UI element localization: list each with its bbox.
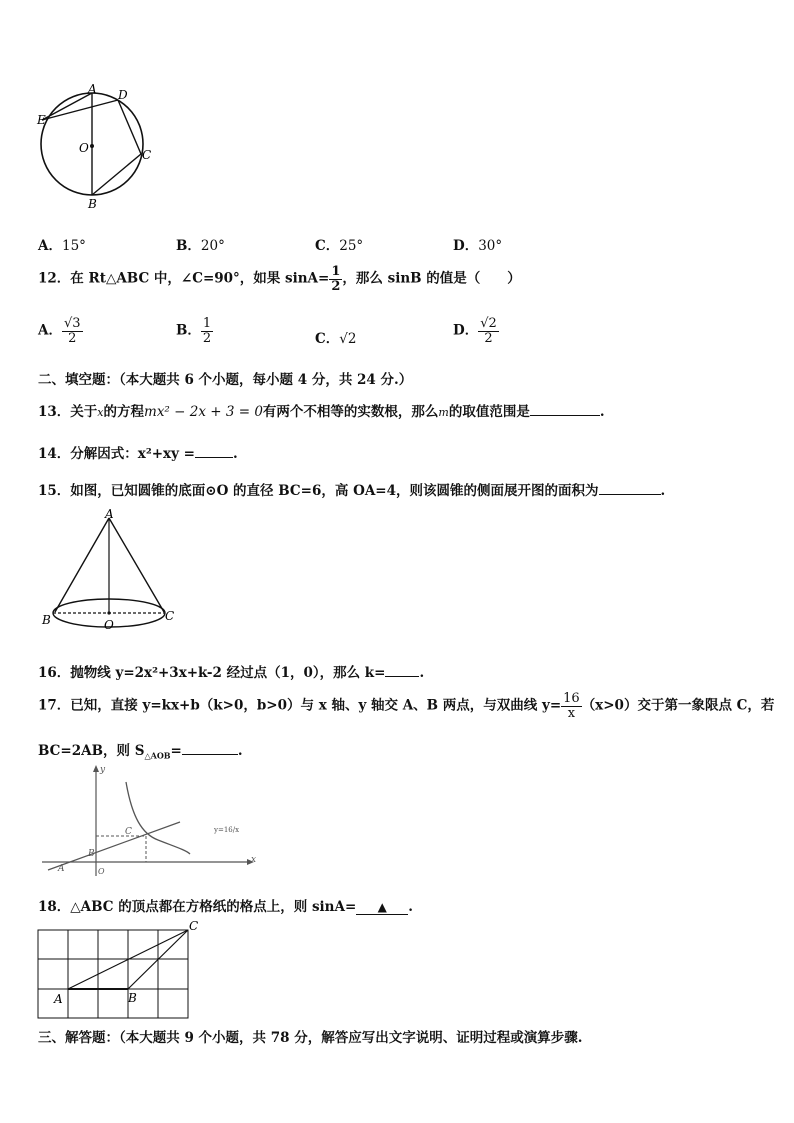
q12-option-a (38, 317, 83, 345)
frac-denominator: 2 (484, 330, 493, 346)
q12-stem-b: ，那么 sinB 的值是（ ） (342, 270, 521, 287)
label-x: x (251, 855, 257, 865)
q14-text: 14．分解因式：x²+xy = (38, 446, 195, 462)
answer-blank[interactable] (385, 664, 419, 677)
q17-fraction (561, 692, 582, 720)
q13-text-b: 的方程 (103, 404, 145, 420)
label-a: A (105, 507, 114, 521)
option-value: 30° (478, 238, 503, 254)
answer-blank[interactable] (182, 742, 238, 755)
q15-text: 15．如图，已知圆锥的底面⊙O 的直径 BC=6，高 OA=4，则该圆锥的侧面展开图的面积为 (38, 483, 599, 499)
q11-option-d (453, 234, 502, 254)
label-curve: y=16/x (214, 826, 240, 834)
q17-end: . (237, 743, 243, 759)
q17-line1 (38, 692, 774, 720)
circle-figure-q11 (28, 82, 158, 212)
q12-option-b (176, 317, 213, 345)
label-y: y (100, 765, 106, 775)
q11-option-c (315, 234, 363, 254)
triangle-mark: ▲ (377, 900, 387, 914)
label-d: D (118, 88, 128, 102)
hyperbola-curve (126, 782, 190, 854)
q13-var-m: m (438, 406, 449, 419)
segment-dc (118, 100, 141, 154)
q17-subscript: △AOB (144, 750, 171, 761)
y-axis-arrow (93, 765, 99, 772)
option-letter: D． (453, 322, 479, 339)
q16 (38, 661, 424, 681)
q13 (38, 400, 605, 420)
q11-option-a (38, 234, 86, 254)
option-value: 15° (61, 238, 86, 254)
option-letter: B． (176, 238, 201, 254)
option-letter: D． (453, 238, 479, 254)
q16-text: 16．抛物线 y=2x²+3x+k-2 经过点（1，0），那么 k= (38, 665, 386, 681)
label-o: O (79, 141, 89, 155)
label-b: B (42, 613, 51, 627)
answer-blank[interactable] (195, 445, 233, 458)
q13-end: . (599, 404, 605, 420)
option-fraction (62, 317, 83, 345)
cone-side-ab (55, 518, 109, 612)
section-3-heading: 三、解答题：（本大题共 9 个小题，共 78 分，解答应写出文字说明、证明过程或演算步骤. (38, 1030, 583, 1046)
q15 (38, 479, 665, 499)
q12-stem (38, 265, 521, 293)
option-letter: C． (315, 238, 340, 254)
label-o: O (104, 618, 114, 632)
option-letter: A． (38, 238, 62, 254)
cone-side-ac (109, 518, 164, 612)
line-y-kx-b (48, 822, 180, 870)
q17-text-a: 17．已知，直接 y=kx+b（k>0，b>0）与 x 轴、y 轴交 A、B 两点，与双曲线 y= (38, 697, 562, 714)
label-b: B (88, 197, 97, 211)
cone-figure-q15 (38, 504, 188, 634)
frac-denominator: 2 (331, 278, 341, 294)
label-c: C (165, 609, 175, 623)
q12-fraction (329, 265, 342, 293)
label-c: C (142, 148, 152, 162)
q16-end: . (419, 665, 425, 681)
segment-ae (42, 93, 92, 120)
center-point (107, 611, 110, 614)
label-e: E (37, 113, 46, 127)
q18 (38, 895, 413, 915)
q18-end: . (408, 899, 413, 915)
option-letter: B． (176, 322, 201, 339)
frac-denominator: x (567, 705, 576, 721)
q17-line2-text: BC=2AB，则 S (38, 743, 145, 759)
q15-end: . (660, 483, 666, 499)
option-fraction (478, 317, 499, 345)
label-o: O (98, 867, 105, 876)
q13-text-a: 13．关于 (38, 404, 98, 420)
label-a: A (88, 82, 97, 96)
frac-denominator: 2 (68, 330, 77, 346)
q12-option-d (453, 317, 499, 345)
label-c: C (125, 827, 132, 837)
frac-numerator: 1 (331, 264, 341, 279)
q14-end: . (232, 446, 238, 462)
center-point (90, 144, 94, 148)
answer-blank[interactable] (356, 899, 408, 915)
option-value: 25° (339, 238, 364, 254)
option-letter: C． (315, 331, 340, 347)
label-a: A (58, 864, 65, 874)
label-b: B (128, 991, 137, 1005)
q12-stem-a: 12．在 Rt△ABC 中，∠C=90°，如果 sinA= (38, 270, 330, 287)
label-b: B (88, 849, 95, 859)
label-c: C (189, 919, 199, 933)
option-value: √2 (339, 331, 357, 347)
option-fraction (201, 317, 213, 345)
q11-option-b (176, 234, 225, 254)
frac-numerator: 16 (563, 691, 580, 706)
option-letter: A． (38, 322, 62, 339)
q17-equals: = (170, 743, 182, 759)
q13-text-c: 有两个不相等的实数根，那么 (262, 404, 439, 420)
label-a: A (54, 992, 63, 1006)
answer-blank[interactable] (599, 482, 661, 495)
frac-denominator: 2 (202, 330, 212, 346)
q17-text-b: （x>0）交于第一象限点 C，若 (581, 697, 775, 714)
q14 (38, 442, 238, 462)
q13-text-d: 的取值范围是 (448, 404, 530, 420)
q18-text: 18．△ABC 的顶点都在方格纸的格点上，则 sinA= (38, 899, 357, 915)
q13-equation: mx² − 2x + 3 = 0 (144, 404, 263, 420)
q12-option-c (315, 327, 356, 347)
frac-numerator: √2 (480, 316, 497, 331)
grid-figure-q18 (36, 918, 208, 1028)
frac-numerator: √3 (63, 316, 81, 331)
graph-figure-q17 (38, 762, 270, 882)
option-value: 20° (200, 238, 225, 254)
section-2-heading: 二、填空题：（本大题共 6 个小题，每小题 4 分，共 24 分.） (38, 372, 413, 388)
q13-var-x: x (97, 406, 104, 419)
answer-blank[interactable] (530, 403, 600, 416)
q17-line2 (38, 739, 243, 761)
frac-numerator: 1 (202, 316, 212, 331)
